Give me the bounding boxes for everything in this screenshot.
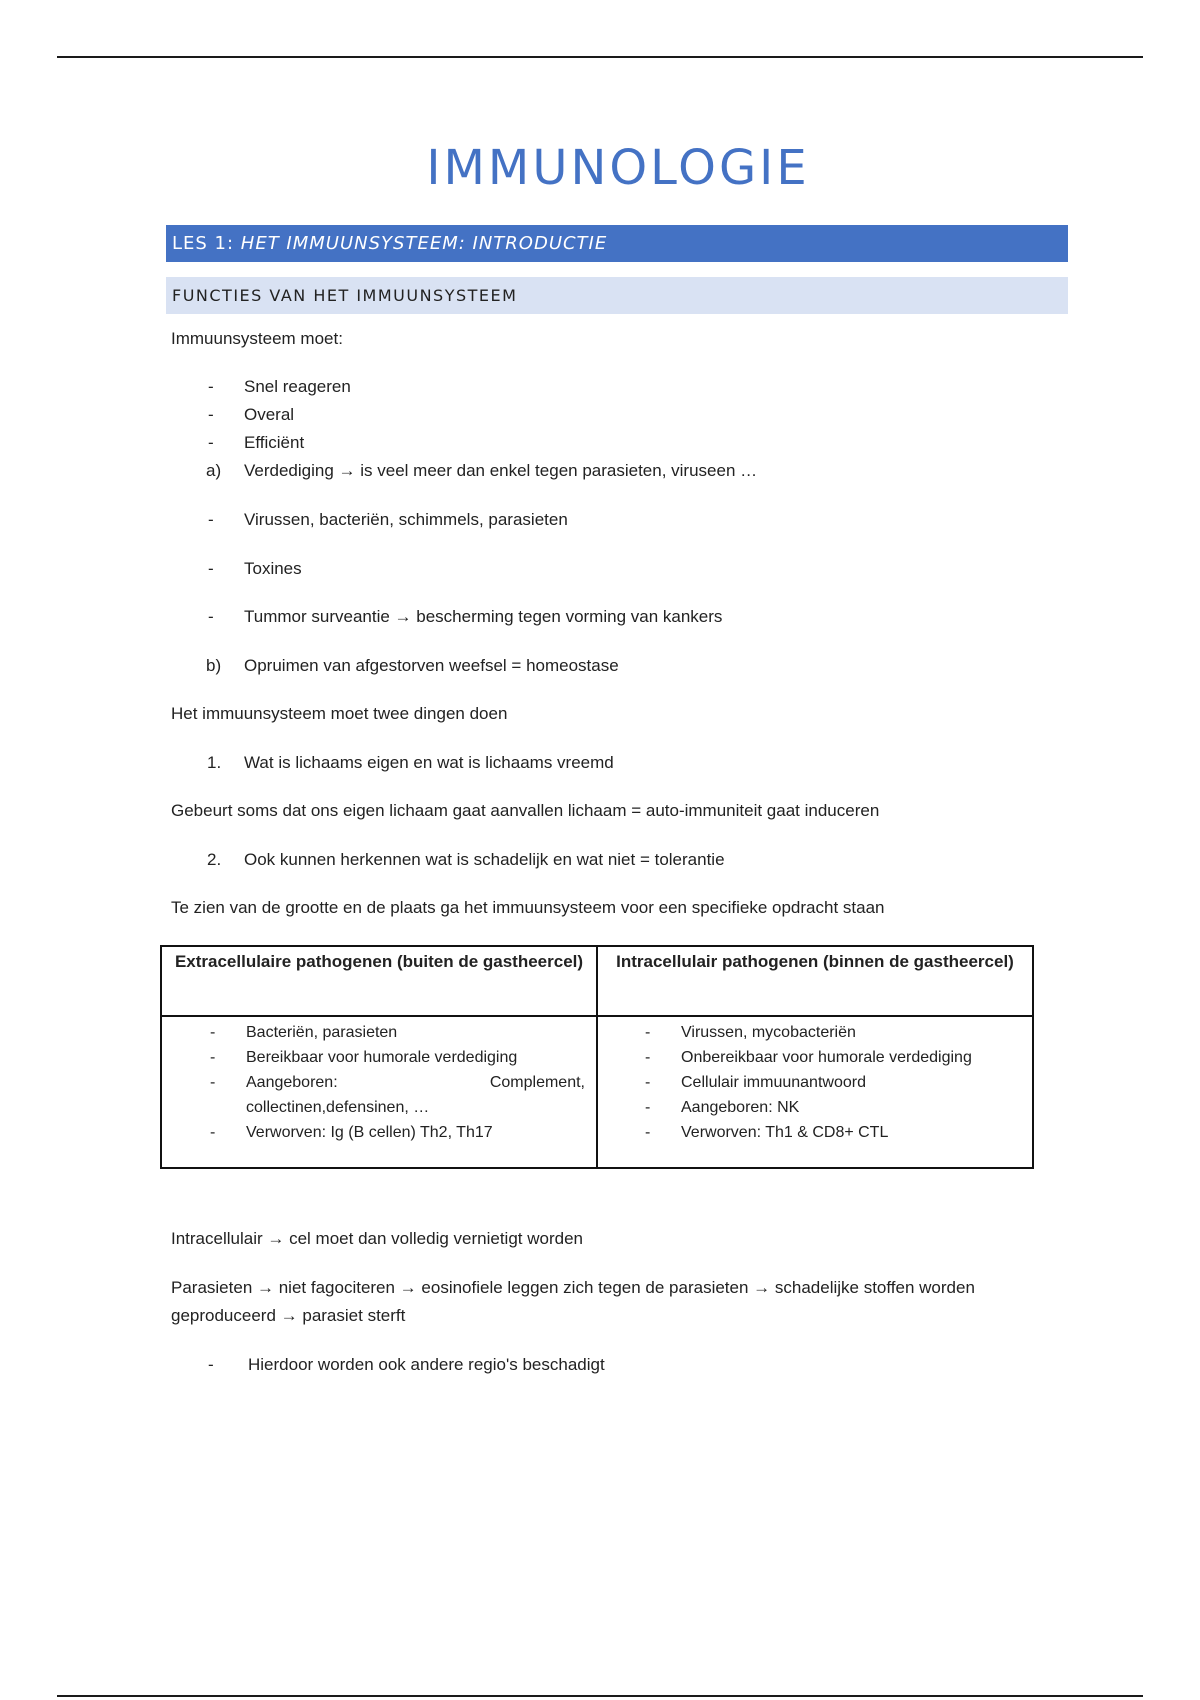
numbered-item: Wat is lichaams eigen en wat is lichaams vreemd (244, 753, 614, 772)
bullet-dash: - (208, 559, 214, 578)
list-item-a: Verdediging → is veel meer dan enkel tegen parasieten, viruseen … (244, 461, 758, 480)
top-rule (57, 56, 1143, 58)
paragraph: Het immuunsysteem moet twee dingen doen (171, 704, 508, 723)
list-item: - Bacteriën, parasieten (210, 1024, 398, 1041)
paragraph: Gebeurt soms dat ons eigen lichaam gaat aanvallen lichaam = auto-immuniteit gaat induceren (171, 801, 880, 820)
lesson-heading-prefix: LES 1: (172, 233, 241, 254)
bullet-dash: - (208, 377, 214, 396)
bullet-dash: - (208, 607, 214, 626)
list-item-b: Opruimen van afgestorven weefsel = homeostase (244, 656, 619, 675)
list-item: - Onbereikbaar voor humorale verdediging (645, 1049, 972, 1066)
intro-text: Immuunsysteem moet: (171, 329, 343, 348)
list-item-continuation: collectinen,defensinen, … (246, 1099, 430, 1116)
lesson-heading (166, 225, 1068, 262)
list-marker-b: b) (206, 656, 222, 675)
list-item: - Virussen, mycobacteriën (645, 1024, 856, 1041)
table-header-intracellular: Intracellulair pathogenen (binnen de gastheercel) (597, 946, 1033, 1016)
list-item: Virussen, bacteriën, schimmels, parasieten (244, 510, 568, 529)
list-item: - Verworven: Th1 & CD8+ CTL (645, 1124, 889, 1141)
bullet-dash: - (208, 510, 214, 529)
bullet-dash: - (208, 433, 214, 452)
list-marker-a: a) (206, 461, 222, 480)
paragraph-line: geproduceerd → parasiet sterft (171, 1306, 406, 1325)
list-item: - Aangeboren: Complement, (210, 1074, 585, 1091)
table-header-extracellular: Extracellulaire pathogenen (buiten de gastheercel) (161, 946, 597, 1016)
numbered-item: Ook kunnen herkennen wat is schadelijk en wat niet = tolerantie (244, 850, 725, 869)
numbered-marker: 2. (207, 850, 222, 869)
bullet-dash: - (208, 405, 214, 424)
list-item: - Cellulair immuunantwoord (645, 1074, 866, 1091)
list-item: - Aangeboren: NK (645, 1099, 800, 1116)
list-item: Tummor surveantie → bescherming tegen vorming van kankers (244, 607, 723, 626)
list-item: Overal (244, 405, 295, 424)
bottom-rule (57, 1695, 1143, 1697)
list-item: - Bereikbaar voor humorale verdediging (210, 1049, 518, 1066)
bullet-dash: - (208, 1355, 214, 1374)
list-item: - Verworven: Ig (B cellen) Th2, Th17 (210, 1124, 493, 1141)
table-header-row (161, 946, 1033, 1016)
intracellular-list (597, 1020, 1034, 1145)
numbered-marker: 1. (207, 753, 222, 772)
list-item: Hierdoor worden ook andere regio's beschadigt (248, 1355, 605, 1374)
paragraph: Te zien van de grootte en de plaats ga het immuunsysteem voor een specifieke opdracht staan (171, 898, 885, 917)
page-title: IMMUNOLOGIE (426, 140, 810, 196)
paragraph-line: Parasieten → niet fagociteren → eosinofiele leggen zich tegen de parasieten → schadelijke stoffen worden (171, 1278, 975, 1297)
paragraph: Intracellulair → cel moet dan volledig vernietigt worden (171, 1229, 583, 1248)
list-item: Efficiënt (244, 433, 305, 452)
list-item: Toxines (244, 559, 302, 578)
list-item: Snel reageren (244, 377, 351, 396)
lesson-heading-title: HET IMMUUNSYSTEEM: INTRODUCTIE (240, 233, 608, 254)
extracellular-list (162, 1020, 597, 1145)
section-heading: FUNCTIES VAN HET IMMUUNSYSTEEM (166, 277, 1068, 314)
